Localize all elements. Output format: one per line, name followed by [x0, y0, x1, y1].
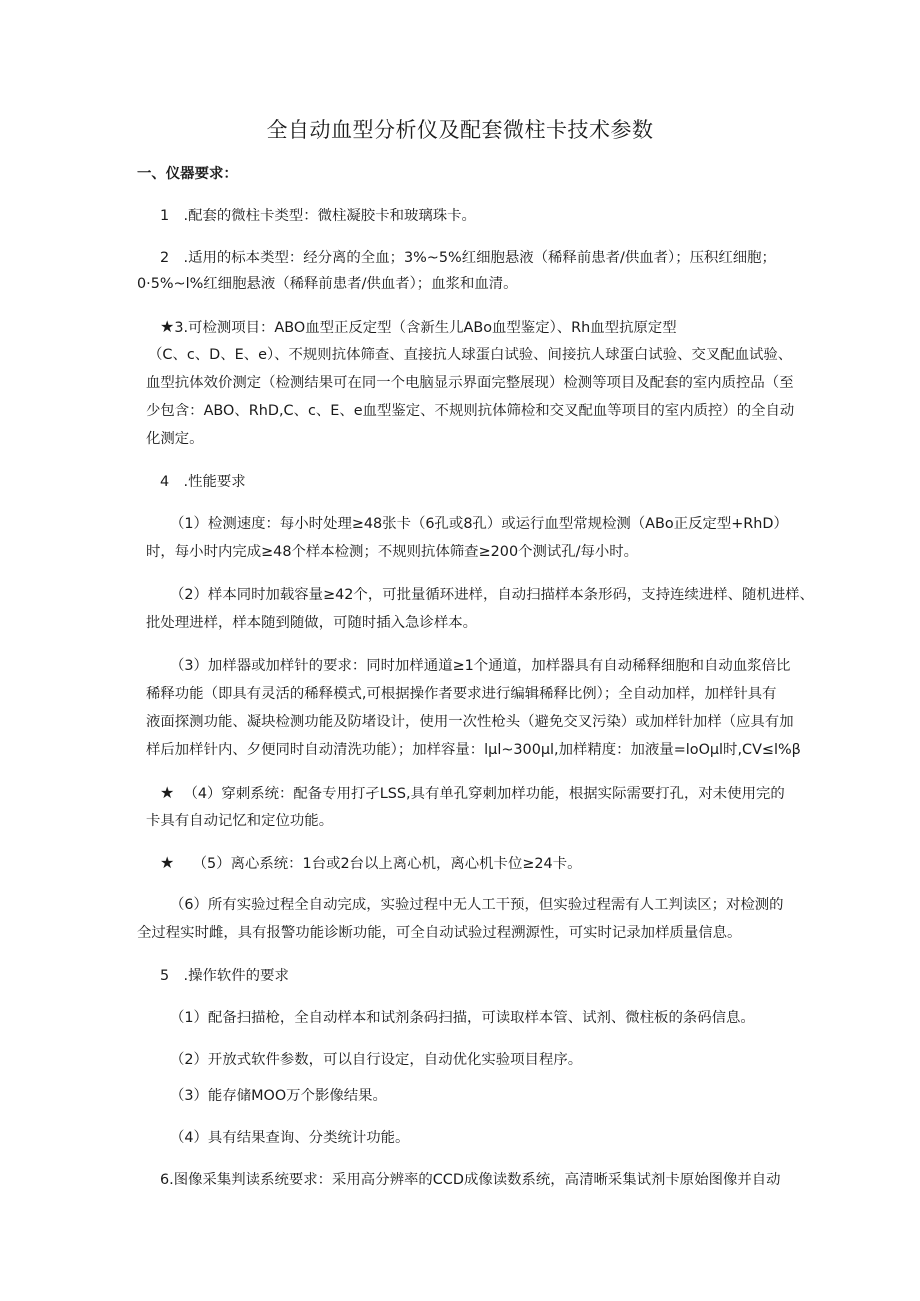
item-6-line-1: 6.图像采集判读系统要求：采用高分辨率的CCD成像读数系统，高清晰采集试剂卡原始图像并自动 — [160, 1172, 781, 1188]
item-3-line-3: 血型抗体效价测定（检测结果可在同一个电脑显示界面完整展现）检测等项目及配套的室内质控品（至 — [146, 375, 794, 391]
item-4-3-line-3: 液面探测功能、凝块检测功能及防堵设计，使用一次性枪头（避免交叉污染）或加样针加样（应具有加 — [146, 714, 794, 730]
item-3-line-2: （C、c、D、E、e）、不规则抗体筛查、直接抗人球蛋白试验、间接抗人球蛋白试验、交叉配血试验、 — [148, 347, 793, 363]
item-4-2-line-1: （2）样本同时加载容量≥42个，可批量循环进样，自动扫描样本条形码，支持连续进样、随机进样、 — [170, 587, 814, 603]
item-3-line-5: 化测定。 — [146, 431, 204, 447]
item-5-heading: 5 .操作软件的要求 — [160, 968, 289, 984]
item-3-text: 3.可检测项目：ABO血型正反定型（含新生儿ABo血型鉴定）、Rh血型抗原定型 — [174, 320, 677, 336]
item-5-3: （3）能存储MOO万个影像结果。 — [170, 1088, 387, 1104]
item-4-1-line-2: 时，每小时内完成≥48个样本检测；不规则抗体筛查≥200个测试孔/每小时。 — [146, 544, 639, 560]
item-4-5-text: （5）离心系统：1台或2台以上离心机，离心机卡位≥24卡。 — [192, 856, 582, 872]
item-5-2: （2）开放式软件参数，可以自行设定，自动优化实验项目程序。 — [170, 1052, 583, 1068]
item-4-heading: 4 .性能要求 — [160, 474, 246, 490]
section-heading: 一、仪器要求： — [137, 166, 238, 182]
item-4-6-line-1: （6）所有实验过程全自动完成，实验过程中无人工干预，但实验过程需有人工判读区；对检测的 — [170, 897, 784, 913]
item-4-3-line-1: （3）加样器或加样针的要求：同时加样通道≥1个通道，加样器具有自动稀释细胞和自动血浆倍比 — [170, 658, 791, 674]
item-1: 1 .配套的微柱卡类型：微柱凝胶卡和玻璃珠卡。 — [160, 208, 476, 224]
document-title: 全自动血型分析仪及配套微柱卡技术参数 — [266, 118, 654, 142]
item-4-3-line-4: 样后加样针内、夕便同时自动清洗功能）；加样容量：lμl~300μl,加样精度：加液量=loOμl时,CV≤l%β — [146, 742, 801, 758]
star-icon: ★ — [160, 317, 175, 336]
item-3-line-4: 少包含：ABO、RhD,C、c、E、e血型鉴定、不规则抗体筛检和交叉配血等项目的室内质控）的全自动 — [146, 403, 795, 419]
item-4-4-line-2: 卡具有自动记忆和定位功能。 — [146, 813, 334, 829]
item-4-4-text: （4）穿刺系统：配备专用打孑LSS,具有单孔穿刺加样功能，根据实际需要打孔，对未使用完的 — [183, 786, 785, 802]
item-4-5-line-1 — [160, 852, 581, 875]
item-5-4: （4）具有结果查询、分类统计功能。 — [170, 1130, 410, 1146]
item-4-4-line-1 — [160, 782, 785, 805]
item-3-line-1 — [160, 316, 677, 339]
item-4-3-line-2: 稀释功能（即具有灵活的稀释模式,可根据操作者要求进行编辑稀释比例）；全自动加样，加样针具有 — [146, 686, 777, 702]
item-2-line-2: 0·5%~l%红细胞悬液（稀释前患者/供血者）；血浆和血清。 — [137, 276, 518, 292]
item-4-2-line-2: 批处理进样，样本随到随做，可随时插入急诊样本。 — [146, 615, 477, 631]
star-icon: ★ — [160, 853, 175, 872]
item-4-1-line-1: （1）检测速度：每小时处理≥48张卡（6孔或8孔）或运行血型常规检测（ABo正反定型+RhD） — [170, 516, 788, 532]
item-5-1: （1）配备扫描枪，全自动样本和试剂条码扫描，可读取样本管、试剂、微柱板的条码信息。 — [170, 1010, 755, 1026]
item-2-line-1: 2 .适用的标本类型：经分离的全血；3%~5%红细胞悬液（稀释前患者/供血者）；压积红细胞； — [160, 250, 776, 266]
star-icon: ★ — [160, 783, 175, 802]
item-4-6-line-2: 全过程实时雌，具有报警功能诊断功能，可全自动试验过程溯源性，可实时记录加样质量信息。 — [137, 925, 742, 941]
